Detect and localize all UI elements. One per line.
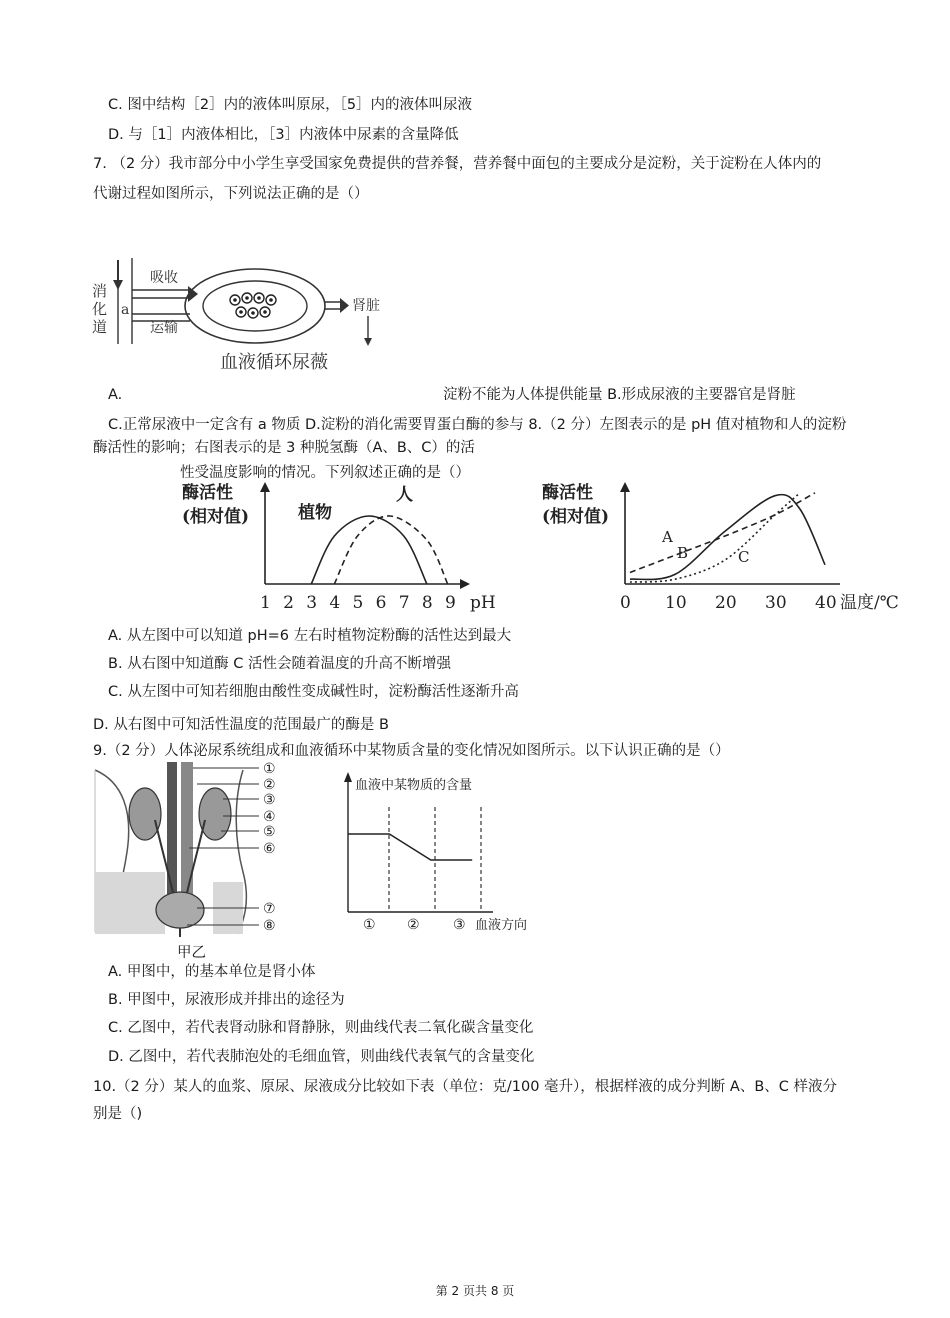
blood-substance-chart (335, 772, 545, 932)
left-x-tick: 3 (306, 593, 318, 613)
q10-stem-line1: 10.（2 分）某人的血浆、原尿、尿液成分比较如下表（单位：克/100 毫升），根据样液的成分判断 A、B、C 样液分 (93, 1079, 838, 1095)
inner-vessel-ring (203, 281, 307, 331)
right-x-tick: 40 (815, 593, 837, 613)
absorb-label: 吸收 (150, 270, 178, 286)
urinary-label-7: ⑦ (263, 901, 276, 917)
blood-chart-ylabel: 血液中某物质的含量 (355, 778, 473, 793)
diagram-caption: 血液循环尿薇 (220, 352, 328, 373)
left-x-tick: 9 (445, 593, 456, 613)
q10-stem-line2: 别是（) (93, 1106, 143, 1122)
transport-label: 运输 (150, 320, 178, 336)
q9-option-b: B. 甲图中，尿液形成并排出的途径为 (108, 992, 345, 1008)
left-ylabel-line1: 酶活性 (182, 483, 233, 503)
q6-option-d: D. 与［1］内液体相比，［3］内液体中尿素的含量降低 (108, 127, 459, 143)
enzyme-b-label: B (677, 544, 689, 562)
q7-metabolism-diagram (90, 258, 400, 376)
kidney-label: 肾脏 (352, 298, 380, 314)
q7-stem-line1: 7. （2 分）我市部分中小学生享受国家免费提供的营养餐，营养餐中面包的主要成分是淀粉，关于淀粉在人体内的 (93, 156, 822, 172)
q7-option-a-b: 淀粉不能为人体提供能量 B.形成尿液的主要器官是肾脏 (443, 387, 796, 403)
blood-chart-tick-2: ② (407, 917, 420, 932)
right-xlabel: 温度/℃ (840, 593, 899, 613)
q9-option-d: D. 乙图中，若代表肺泡处的毛细血管，则曲线代表氧气的含量变化 (108, 1049, 535, 1065)
substance-a-label: a (121, 302, 130, 318)
enzyme-curve-c (630, 493, 800, 582)
digestive-char-2: 化 (92, 300, 108, 318)
digestive-char-3: 道 (92, 318, 108, 336)
enzyme-c-label: C (738, 548, 750, 566)
right-x-tick: 30 (765, 593, 787, 613)
enzyme-a-label: A (662, 528, 673, 546)
left-x-tick: 7 (398, 593, 410, 613)
q9-stem: 9.（2 分）人体泌尿系统组成和血液循环中某物质含量的变化情况如图所示。以下认识正确的是（） (93, 743, 730, 759)
q8-stem-line1: 酶活性的影响；右图表示的是 3 种脱氢酶（A、B、C）的活 (93, 440, 475, 456)
blood-substance-curve (348, 834, 472, 860)
q9-figure-caption: 甲乙 (177, 945, 206, 961)
urinary-label-8: ⑧ (263, 918, 276, 934)
temperature-enzyme-chart (540, 478, 930, 618)
urinary-label-3: ③ (263, 792, 276, 808)
left-x-tick: 6 (375, 593, 387, 613)
urinary-label-5: ⑤ (263, 824, 276, 840)
urinary-label-1: ① (263, 762, 276, 777)
blood-chart-tick-1: ① (363, 917, 376, 932)
right-x-tick: 20 (715, 593, 737, 613)
q9-option-a: A. 甲图中，的基本单位是肾小体 (108, 964, 316, 980)
q8-stem-line2: 性受温度影响的情况。下列叙述正确的是（） (180, 465, 470, 481)
blood-chart-tick-3: ③ (453, 917, 466, 932)
q8-option-b: B. 从右图中知道酶 C 活性会随着温度的升高不断增强 (108, 656, 452, 672)
digestive-char-1: 消 (92, 282, 108, 300)
ph-curve-human (334, 516, 447, 584)
ph-enzyme-chart (178, 478, 508, 618)
outer-vessel-ring (185, 269, 325, 343)
q8-option-c: C. 从左图中可知若细胞由酸性变成碱性时，淀粉酶活性逐渐升高 (108, 684, 519, 700)
right-x-tick: 10 (665, 593, 687, 613)
left-x-tick: 4 (329, 593, 341, 613)
human-series-label: 人 (396, 485, 413, 505)
ph-curve-plant (311, 516, 427, 584)
urinary-label-6: ⑥ (263, 841, 276, 857)
q8-option-d: D. 从右图中可知活性温度的范围最广的酶是 B (93, 717, 389, 733)
q8-option-a: A. 从左图中可以知道 pH=6 左右时植物淀粉酶的活性达到最大 (108, 628, 512, 644)
q7-option-a-label: A. (108, 387, 123, 403)
q7-option-c-d: C.正常尿液中一定含有 a 物质 D.淀粉的消化需要胃蛋白酶的参与 8.（2 分）左图表示的是 pH 值对植物和人的淀粉 (108, 417, 847, 433)
plant-series-label: 植物 (298, 503, 332, 523)
left-x-tick: 1 (260, 593, 271, 613)
q9-option-c: C. 乙图中，若代表肾动脉和肾静脉，则曲线代表二氧化碳含量变化 (108, 1020, 534, 1036)
enzyme-curve-b (630, 495, 825, 580)
right-ylabel-line1: 酶活性 (542, 483, 593, 503)
q6-option-c: C. 图中结构［2］内的液体叫原尿，［5］内的液体叫尿液 (108, 97, 473, 113)
urinary-system-figure (93, 762, 293, 937)
right-x-tick: 0 (620, 593, 631, 613)
blood-chart-xlabel: 血液方向 (475, 918, 528, 932)
page-footer: 第 2 页共 8 页 (435, 1284, 515, 1298)
left-ylabel-line2: (相对值) (182, 507, 250, 527)
left-x-tick: 5 (352, 593, 364, 613)
q7-stem-line2: 代谢过程如图所示，下列说法正确的是（） (93, 186, 369, 202)
left-x-tick: 2 (283, 593, 294, 613)
urinary-label-2: ② (263, 777, 276, 793)
left-x-tick: 8 (421, 593, 433, 613)
urinary-label-4: ④ (263, 809, 276, 825)
right-ylabel-line2: (相对值) (542, 507, 610, 527)
left-xlabel: pH (470, 593, 496, 613)
